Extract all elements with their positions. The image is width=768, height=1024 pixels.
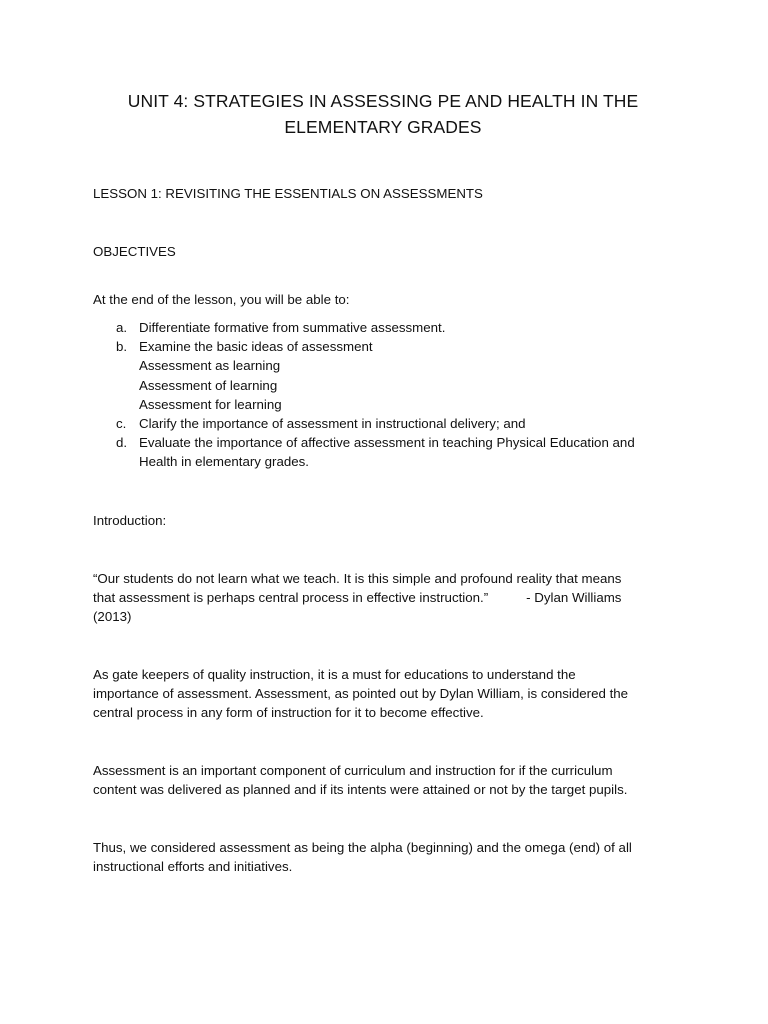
objective-marker: a. xyxy=(116,320,128,335)
objective-text: Evaluate the importance of affective assessment in teaching Physical Education and xyxy=(139,435,635,451)
quote-line-with-attribution xyxy=(93,588,675,607)
objective-text: Examine the basic ideas of assessment xyxy=(139,339,373,355)
objective-item xyxy=(93,414,693,433)
paragraph-line: importance of assessment. Assessment, as pointed out by Dylan William, is considered the xyxy=(93,686,629,702)
objective-marker: d. xyxy=(116,435,128,451)
objective-item xyxy=(93,318,693,337)
objective-item xyxy=(93,337,693,414)
objective-text: Clarify the importance of assessment in instructional delivery; and xyxy=(139,416,526,432)
unit-title-line-2: ELEMENTARY GRADES xyxy=(284,117,482,137)
objectives-list xyxy=(93,318,693,472)
unit-title-line-1: UNIT 4: STRATEGIES IN ASSESSING PE AND HEALTH IN THE xyxy=(127,91,639,111)
objective-subitem: Assessment for learning xyxy=(139,396,282,412)
objective-marker: c. xyxy=(116,416,127,432)
paragraph-alpha-omega xyxy=(93,838,675,876)
paragraph-gatekeepers xyxy=(93,665,675,723)
quote-year: (2013) xyxy=(93,609,132,625)
objective-subitem: Assessment as learning xyxy=(139,358,281,374)
quote-block xyxy=(93,569,675,627)
quote-line: “Our students do not learn what we teach. It is this simple and profound reality that means xyxy=(93,571,622,586)
objective-text: Differentiate formative from summative assessment. xyxy=(139,320,446,335)
objective-item xyxy=(93,433,693,471)
paragraph-line: central process in any form of instruction for it to become effective. xyxy=(93,705,484,721)
paragraph-line: Thus, we considered assessment as being the alpha (beginning) and the omega (end) of all xyxy=(93,840,632,855)
objectives-intro: At the end of the lesson, you will be able to: xyxy=(93,292,350,307)
quote-attribution: - Dylan Williams xyxy=(526,590,622,606)
lesson-heading: LESSON 1: REVISITING THE ESSENTIALS ON ASSESSMENTS xyxy=(93,186,483,201)
introduction-heading: Introduction: xyxy=(93,513,167,528)
paragraph-line: As gate keepers of quality instruction, it is a must for educations to understand the xyxy=(93,667,576,682)
paragraph-line: content was delivered as planned and if its intents were attained or not by the target pupils. xyxy=(93,782,628,798)
objective-marker: b. xyxy=(116,339,128,355)
unit-title xyxy=(93,88,673,140)
objectives-heading: OBJECTIVES xyxy=(93,244,176,259)
paragraph-curriculum xyxy=(93,761,675,799)
quote-line: that assessment is perhaps central process in effective instruction.” xyxy=(93,590,489,606)
paragraph-line: instructional efforts and initiatives. xyxy=(93,859,293,875)
paragraph-line: Assessment is an important component of curriculum and instruction for if the curriculum xyxy=(93,763,613,778)
objective-subitem: Assessment of learning xyxy=(139,377,278,393)
objective-text: Health in elementary grades. xyxy=(139,454,309,470)
